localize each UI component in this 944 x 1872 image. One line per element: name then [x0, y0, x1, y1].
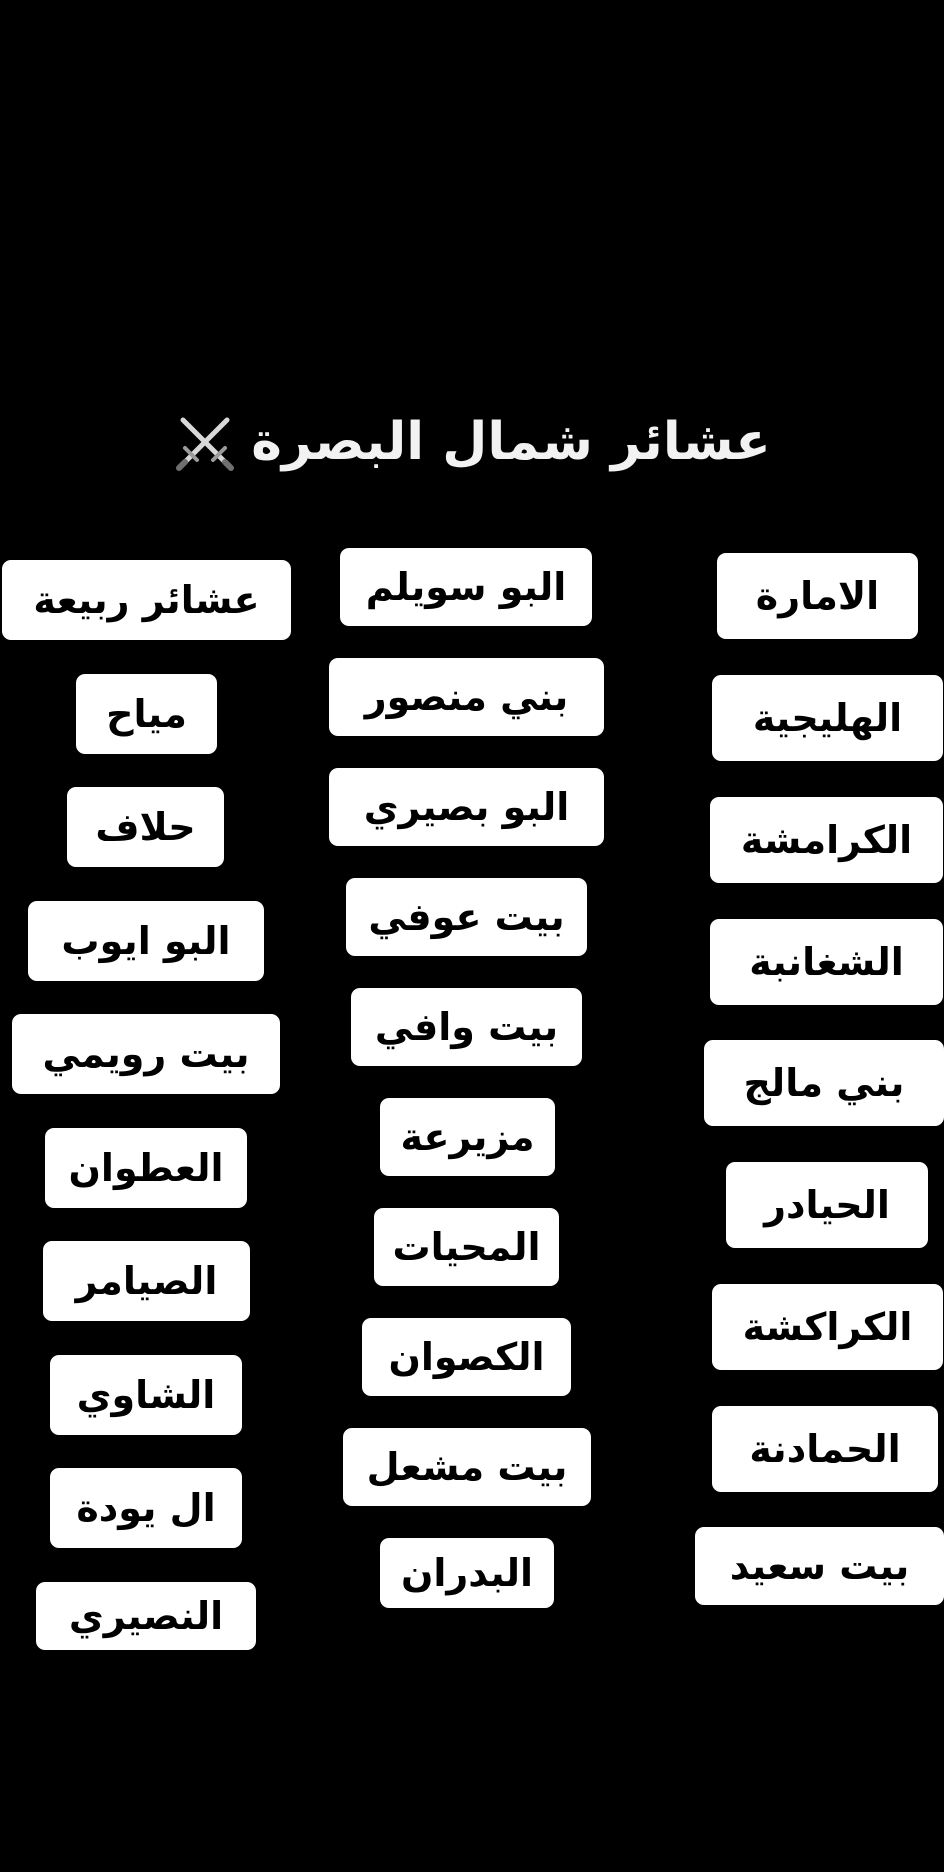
tribe-chip: الكصوان	[362, 1318, 571, 1396]
tribe-chip: بيت وافي	[351, 988, 582, 1066]
tribe-chip: مياح	[76, 674, 217, 754]
tribe-chip: العطوان	[45, 1128, 247, 1208]
page-title: عشائر شمال البصرة	[251, 412, 771, 472]
tribe-chip: عشائر ربيعة	[2, 560, 291, 640]
tribe-chip: بيت عوفي	[346, 878, 587, 956]
tribe-chip: الشاوي	[50, 1355, 242, 1435]
tribe-chip: مزيرعة	[380, 1098, 555, 1176]
tribe-chip: بيت رويمي	[12, 1014, 280, 1094]
tribe-chip: الصيامر	[43, 1241, 250, 1321]
tribe-chip: الامارة	[717, 553, 918, 639]
tribe-chip: البو بصيري	[329, 768, 604, 846]
tribe-chip: الهليجية	[712, 675, 943, 761]
tribe-chip: بني منصور	[329, 658, 604, 736]
tribe-chip: الكراكشة	[712, 1284, 943, 1370]
page-title-row	[0, 402, 944, 482]
tribe-chip: حلاف	[67, 787, 224, 867]
tribe-chip: البدران	[380, 1538, 554, 1608]
tribe-chip: الكرامشة	[710, 797, 943, 883]
tribe-chip: بيت مشعل	[343, 1428, 591, 1506]
crossed-swords-icon	[173, 410, 237, 474]
tribe-chip: بني مالج	[704, 1040, 944, 1126]
tribe-chip: ال يودة	[50, 1468, 242, 1548]
tribe-chip: البو ايوب	[28, 901, 264, 981]
tribe-chip: الشغانبة	[710, 919, 943, 1005]
tribe-chip: الحيادر	[726, 1162, 928, 1248]
tribe-chip: المحيات	[374, 1208, 559, 1286]
tribe-chip: النصيري	[36, 1582, 256, 1650]
tribe-chip: بيت سعيد	[695, 1527, 944, 1605]
tribe-chip: البو سويلم	[340, 548, 592, 626]
tribe-chip: الحمادنة	[712, 1406, 938, 1492]
